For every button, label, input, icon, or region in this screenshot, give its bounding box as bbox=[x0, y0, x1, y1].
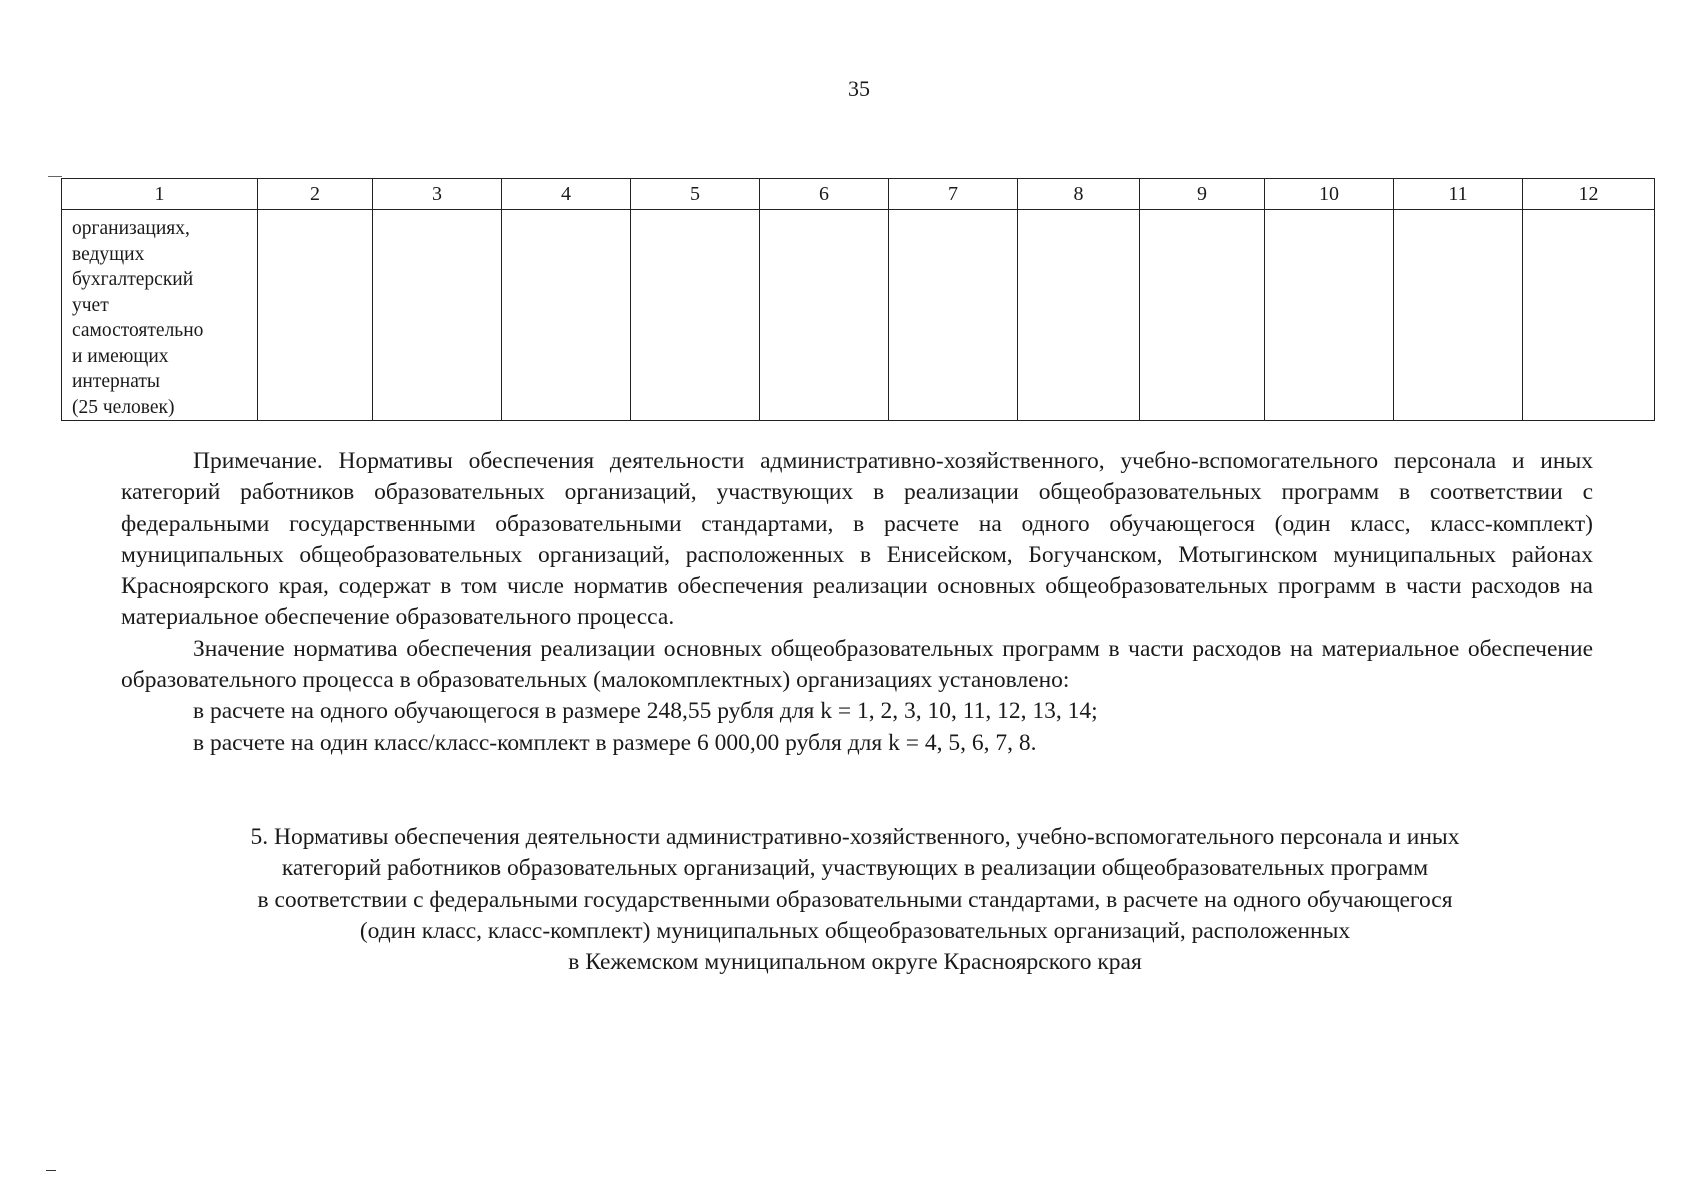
table-cell bbox=[1394, 210, 1523, 421]
table-cell bbox=[373, 210, 502, 421]
table-cell bbox=[1140, 210, 1265, 421]
section-5-heading bbox=[140, 822, 1570, 978]
column-header-1: 1 bbox=[62, 179, 258, 210]
column-header-3: 3 bbox=[373, 179, 502, 210]
column-header-9: 9 bbox=[1140, 179, 1265, 210]
column-header-6: 6 bbox=[760, 179, 889, 210]
table-cell bbox=[631, 210, 760, 421]
row-label-cell: организациях, ведущих бухгалтерский учет самостоятельно и имеющих интернаты (25 человек) bbox=[62, 210, 258, 421]
column-header-7: 7 bbox=[889, 179, 1018, 210]
note-block bbox=[121, 446, 1593, 759]
column-header-11: 11 bbox=[1394, 179, 1523, 210]
section-heading-line: в соответствии с федеральными государственными образовательными стандартами, в расчете на одного обучающегося bbox=[257, 886, 1453, 913]
margin-mark bbox=[46, 1170, 56, 1171]
page-number: 35 bbox=[848, 76, 870, 101]
rate-per-student: в расчете на одного обучающегося в размере 248,55 рубля для k = 1, 2, 3, 10, 11, 12, 13, 14; bbox=[193, 698, 1098, 725]
section-heading-line: 5. Нормативы обеспечения деятельности административно-хозяйственного, учебно-вспомогательного персонала и иных bbox=[250, 824, 1460, 850]
table-cell bbox=[502, 210, 631, 421]
table-cell bbox=[258, 210, 373, 421]
table-cell bbox=[760, 210, 889, 421]
column-header-12: 12 bbox=[1523, 179, 1655, 210]
note-paragraph: Примечание. Нормативы обеспечения деятельности административно-хозяйственного, учебно-вспомогательного персонала и иных категорий работников образовательных организаций, участвующих в реализации общеобразовательных программ в соответствии с федеральными государственными образовательными стандартами, в расчете на одного обучающегося (один класс, класс-комплект) муниципальных общеобразовательных организаций, расположенных в Енисейском, Богучанском, Мотыгинском муниципальных районах Красноярского края, содержат в том числе норматив обеспечения реализации основных общеобразовательных программ в части расходов на материальное обеспечение образовательного процесса. bbox=[121, 448, 1593, 631]
norm-value-paragraph: Значение норматива обеспечения реализации основных общеобразовательных программ в части расходов на материальное обеспечение образовательного процесса в образовательных (малокомплектных) организациях установлено: bbox=[121, 635, 1593, 694]
rate-per-class: в расчете на один класс/класс-комплект в размере 6 000,00 рубля для k = 4, 5, 6, 7, 8. bbox=[193, 729, 1037, 756]
table-row bbox=[62, 210, 1655, 421]
table-cell bbox=[1018, 210, 1140, 421]
table-top-mark bbox=[48, 176, 62, 177]
column-header-8: 8 bbox=[1018, 179, 1140, 210]
column-header-5: 5 bbox=[631, 179, 760, 210]
section-heading-line: в Кежемском муниципальном округе Красноярского края bbox=[568, 949, 1142, 976]
column-header-2: 2 bbox=[258, 179, 373, 210]
column-header-10: 10 bbox=[1265, 179, 1394, 210]
norms-table bbox=[61, 178, 1655, 421]
table-cell bbox=[1265, 210, 1394, 421]
section-heading-line: категорий работников образовательных организаций, участвующих в реализации общеобразовательных программ bbox=[281, 855, 1429, 882]
table-cell bbox=[889, 210, 1018, 421]
table-header-row bbox=[62, 179, 1655, 210]
column-header-4: 4 bbox=[502, 179, 631, 210]
section-heading-line: (один класс, класс-комплект) муниципальных общеобразовательных организаций, расположенных bbox=[359, 917, 1351, 944]
table-cell bbox=[1523, 210, 1655, 421]
